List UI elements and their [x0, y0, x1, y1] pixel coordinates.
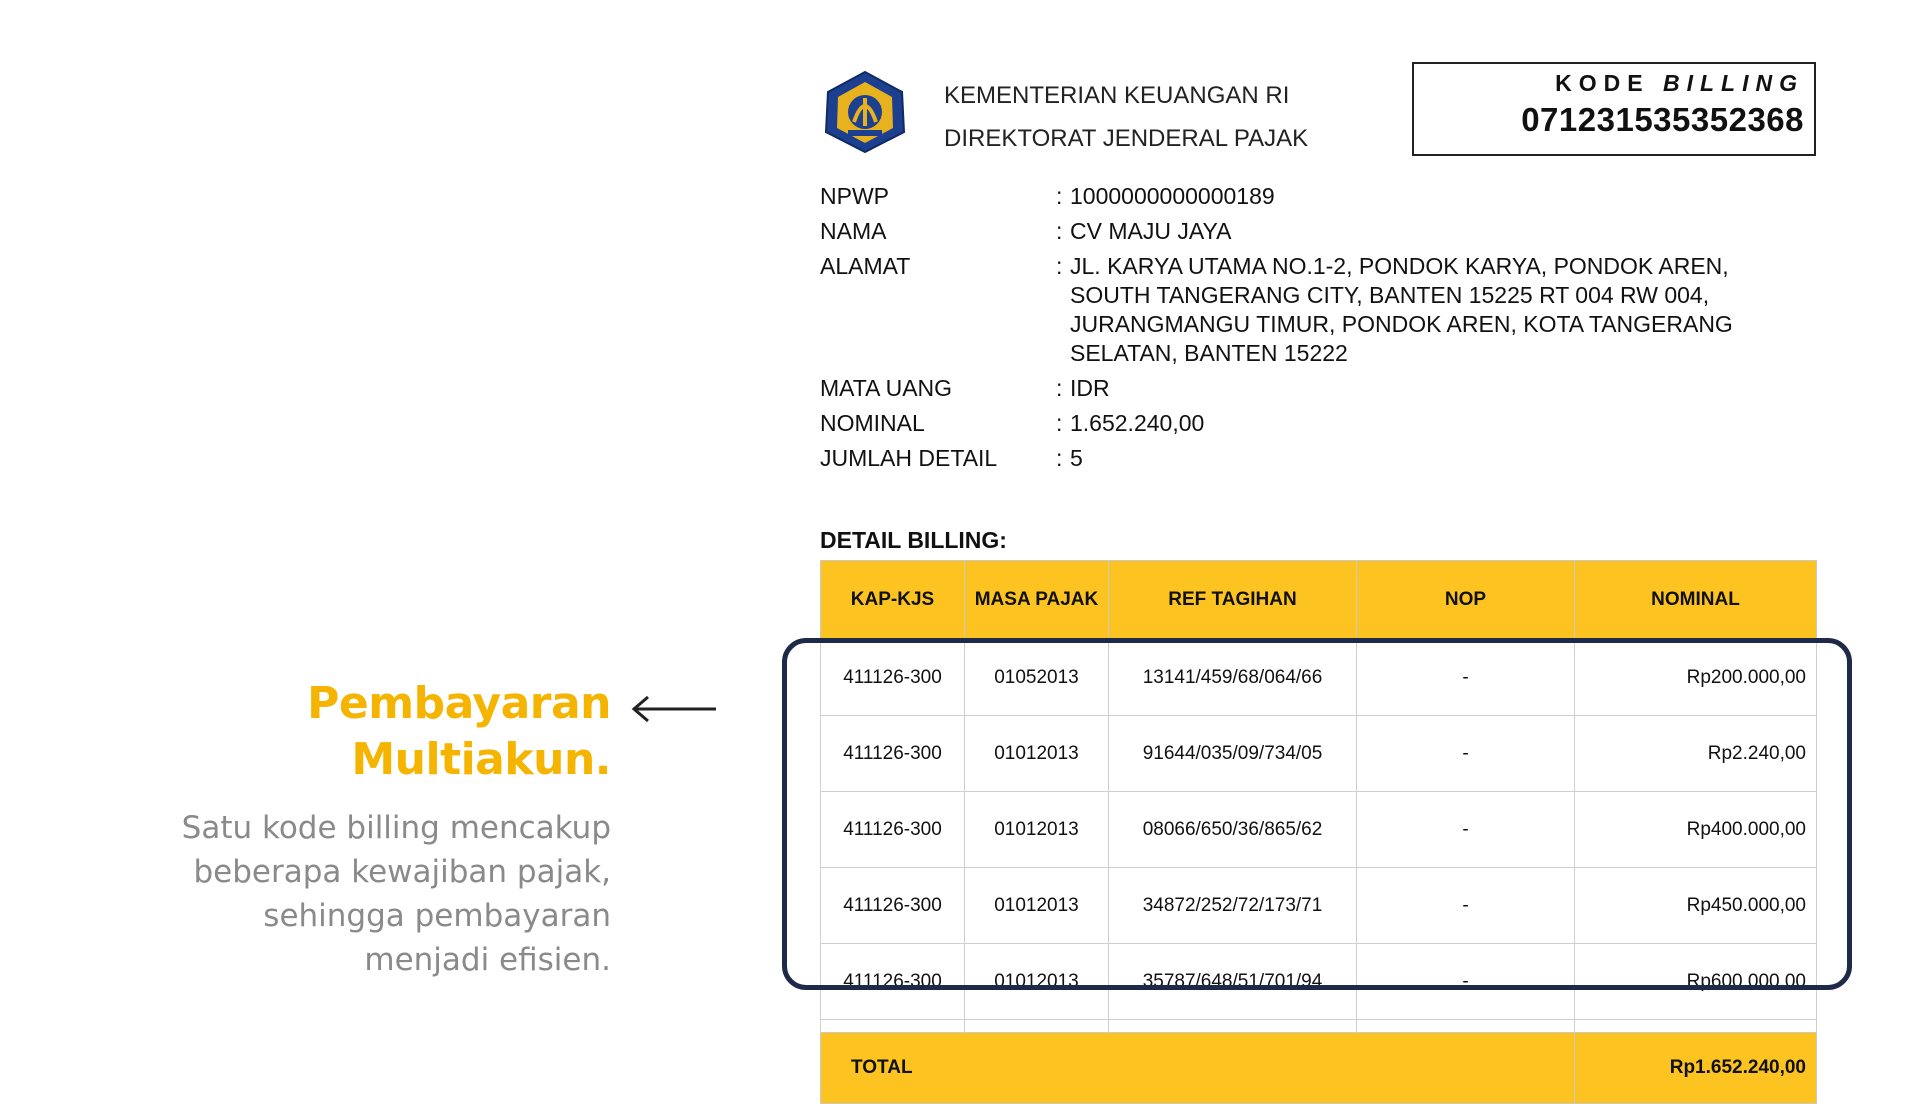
info-label: JUMLAH DETAIL [820, 445, 998, 471]
total-value: Rp1.652.240,00 [1575, 1033, 1817, 1104]
billing-code-label: KODE BILLING [1555, 70, 1804, 96]
org-line-directorate: DIREKTORAT JENDERAL PAJAK [944, 125, 1309, 152]
cell-nop: - [1357, 792, 1575, 868]
table-total-row [821, 1033, 1817, 1104]
cell-ref-tagihan: 35787/648/51/701/94 [1109, 944, 1357, 1020]
info-value: JL. KARYA UTAMA NO.1-2, PONDOK KARYA, PONDOK AREN, SOUTH TANGERANG CITY, BANTEN 15225 RT 004 RW 004, JURANGMANGU TIMUR, PONDOK AREN, KOTA TANGERANG SELATAN, BANTEN 15222 [1070, 253, 1733, 366]
table-header-row [821, 561, 1817, 640]
cell-nominal: Rp600.000,00 [1575, 944, 1817, 1020]
info-row-mata-uang: MATA UANG : IDR [820, 374, 1810, 403]
cell-nop: - [1357, 716, 1575, 792]
info-label: NPWP [820, 183, 889, 209]
cell-masa-pajak: 01012013 [965, 868, 1109, 944]
column-header: KAP-KJS [821, 561, 965, 640]
cell-ref-tagihan: 34872/252/72/173/71 [1109, 868, 1357, 944]
column-header: NOMINAL [1575, 561, 1817, 640]
table-spacer-row [821, 1020, 1817, 1033]
cell-nominal: Rp200.000,00 [1575, 640, 1817, 716]
cell-kap-kjs: 411126-300 [821, 716, 965, 792]
caption-text: Satu kode billing mencakup beberapa kewajiban pajak, sehingga pembayaran menjadi efisien. [181, 810, 611, 978]
info-row-nominal: NOMINAL : 1.652.240,00 [820, 409, 1810, 438]
detail-billing-title: DETAIL BILLING: [820, 527, 1007, 553]
billing-code-value: 071231535352368 [1521, 101, 1804, 138]
cell-nop: - [1357, 868, 1575, 944]
cell-ref-tagihan: 13141/459/68/064/66 [1109, 640, 1357, 716]
info-label: MATA UANG [820, 375, 953, 401]
cell-ref-tagihan: 91644/035/09/734/05 [1109, 716, 1357, 792]
column-header: NOP [1357, 561, 1575, 640]
rows-highlight-frame [782, 638, 1852, 990]
info-row-alamat: ALAMAT : JL. KARYA UTAMA NO.1-2, PONDOK KARYA, PONDOK AREN, SOUTH TANGERANG CITY, BANTEN 15225 RT 004 RW 004, JURANGMANGU TIMUR, PONDOK AREN, KOTA TANGERANG SELATAN, BANTEN 15222 [820, 252, 1810, 368]
cell-nop: - [1357, 640, 1575, 716]
info-row-jumlah-detail: JUMLAH DETAIL : 5 [820, 444, 1810, 473]
cell-ref-tagihan: 08066/650/36/865/62 [1109, 792, 1357, 868]
cell-nominal: Rp2.240,00 [1575, 716, 1817, 792]
info-value: 5 [1070, 445, 1083, 471]
cell-nominal: Rp400.000,00 [1575, 792, 1817, 868]
cell-nop: - [1357, 944, 1575, 1020]
info-row-nama: NAMA : CV MAJU JAYA [820, 217, 1810, 246]
info-value: CV MAJU JAYA [1070, 218, 1232, 244]
cell-kap-kjs: 411126-300 [821, 792, 965, 868]
info-row-npwp: NPWP : 1000000000000189 [820, 182, 1810, 211]
cell-masa-pajak: 01052013 [965, 640, 1109, 716]
info-value: IDR [1070, 375, 1110, 401]
caption-block [51, 676, 611, 982]
column-header: MASA PAJAK [965, 561, 1109, 640]
info-value: 1000000000000189 [1070, 183, 1275, 209]
info-value: 1.652.240,00 [1070, 410, 1205, 436]
billing-code-box [1412, 62, 1816, 156]
arrow-left-icon [630, 694, 720, 724]
cell-nominal: Rp450.000,00 [1575, 868, 1817, 944]
cell-masa-pajak: 01012013 [965, 792, 1109, 868]
org-line-ministry: KEMENTERIAN KEUANGAN RI [944, 82, 1290, 109]
kemenkeu-emblem-icon [824, 70, 906, 154]
cell-masa-pajak: 01012013 [965, 944, 1109, 1020]
cell-kap-kjs: 411126-300 [821, 944, 965, 1020]
info-label: NAMA [820, 218, 887, 244]
taxpayer-info [820, 182, 1810, 479]
info-label: ALAMAT [820, 253, 911, 279]
cell-masa-pajak: 01012013 [965, 716, 1109, 792]
organization-name [944, 74, 1308, 160]
total-label: TOTAL [821, 1033, 1575, 1104]
cell-kap-kjs: 411126-300 [821, 868, 965, 944]
cell-kap-kjs: 411126-300 [821, 640, 965, 716]
column-header: REF TAGIHAN [1109, 561, 1357, 640]
info-label: NOMINAL [820, 410, 925, 436]
caption-title: Pembayaran Multiakun. [307, 678, 611, 785]
